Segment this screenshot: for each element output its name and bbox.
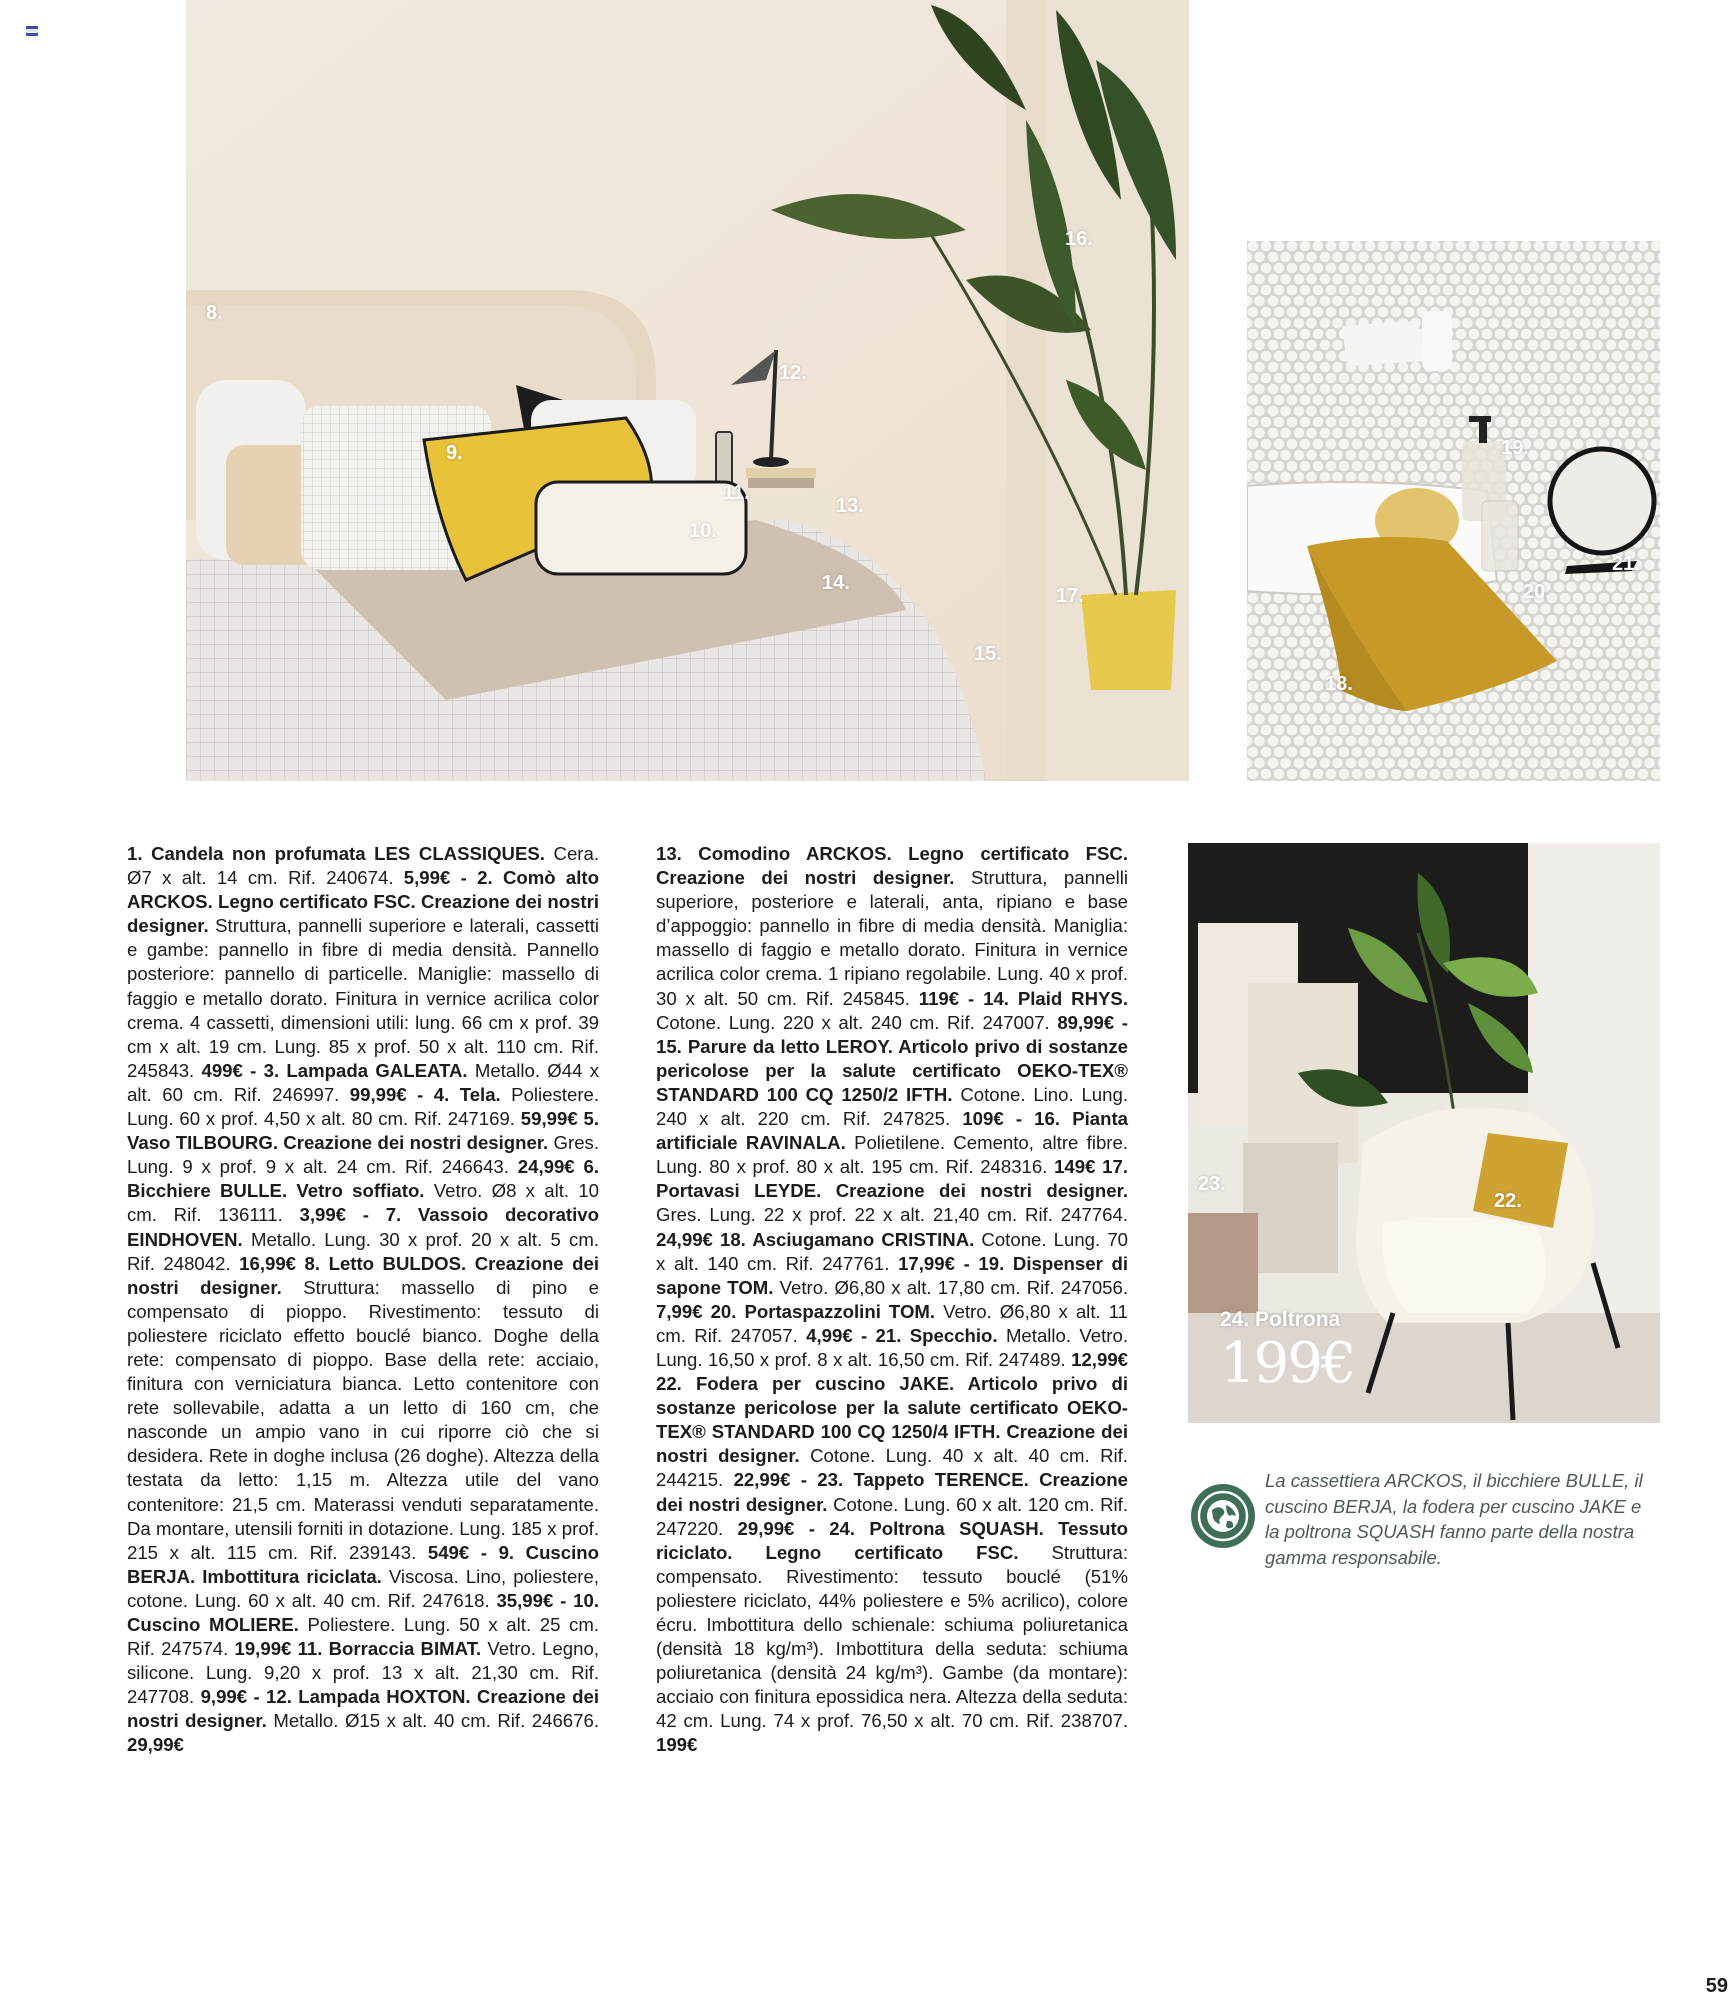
item-12-price: 29,99€ <box>127 1734 184 1756</box>
label-cushion-moliere: 10. <box>689 520 717 542</box>
item-14: 119€ - 14. Plaid RHYS. Cotone. Lung. 220 x alt. 240 cm. Rif. 247007. <box>656 987 1128 1033</box>
item-2: 5,99€ - 2. Comò alto ARCKOS. Legno certificato FSC. Creazione dei nostri designer. Struttura, pannelli superiore e laterali, cassetti e gambe: pannello in fibre di media densità. Pannello posteriore: pannello di particelle. Maniglie: massello di faggio e metallo dorato. Finitura in vernice acrilica color crema. 4 cassetti, dimensioni utili: lung. 66 cm x prof. 39 cm x alt. 19 cm. Lung. 85 x prof. 50 x alt. 110 cm. Rif. 245843. <box>127 867 599 1081</box>
flag-icon <box>26 26 38 36</box>
label-nightstand: 13. <box>836 495 864 517</box>
item-8: 16,99€ 8. Letto BULDOS. Creazione dei nostri designer. Struttura: massello di pino e compensato di pioppo. Rivestimento: tessuto di poliestere riciclato effetto bouclé bianco. Doghe della rete: compensato di pioppo. Base della rete: acciaio, finitura con verniciatura bianca. Letto contenitore con rete sollevabile, adatta a un letto di 160 cm, che nasconde un ampio vano in cui riporre ciò che si desidera. Rete in doghe inclusa (26 doghe). Altezza della testata da letto: 1,15 m. Altezza utile del vano contenitore: 21,5 cm. Materassi venduti separatamente. Da montare, utensili forniti in dotazione. Lung. 185 x prof. 215 x alt. 115 cm. Rif. 239143. <box>127 1252 599 1563</box>
chair-price: 199€ <box>1220 1331 1355 1396</box>
item-17: 149€ 17. Portavasi LEYDE. Creazione dei nostri designer. Gres. Lung. 22 x prof. 22 x alt. 21,40 cm. Rif. 247764. <box>656 1156 1128 1226</box>
item-24-price: 199€ <box>656 1734 698 1756</box>
item-10: 35,99€ - 10. Cuscino MOLIERE. Poliestere. Lung. 50 x alt. 25 cm. Rif. 247574. <box>127 1589 599 1660</box>
eco-note: La cassettiera ARCKOS, il bicchiere BULLE, il cuscino BERJA, la fodera per cuscino JAKE e la poltrona SQUASH fanno parte della nostra gamma responsabile. <box>1265 1470 1643 1568</box>
label-cushion-jake: 22. <box>1494 1190 1522 1212</box>
item-11: 19,99€ 11. Borraccia BIMAT. Vetro. Legno, silicone. Lung. 9,20 x prof. 13 x alt. 21,30 cm. Rif. 247708. <box>127 1638 599 1708</box>
item-9: 549€ - 9. Cuscino BERJA. Imbottitura riciclata. Viscosa. Lino, poliestere, cotone. Lung. 60 x alt. 40 cm. Rif. 247618. <box>127 1541 599 1611</box>
label-bedding: 15. <box>974 643 1002 665</box>
bedroom-photo <box>186 0 1189 781</box>
item-13: 13. Comodino ARCKOS. Legno certificato FSC. Creazione dei nostri designer. Struttura, pannelli superiore, posteriore e laterali, anta, ripiano e base d’appoggio: pannello in fibre di media densità. Maniglia: massello di faggio e metallo dorato. Finitura in vernice acrilica color crema. 1 ripiano regolabile. Lung. 40 x prof. 30 x alt. 50 cm. Rif. 245845. <box>656 843 1128 1009</box>
item-21: 4,99€ - 21. Specchio. Metallo. Vetro. Lung. 16,50 x prof. 8 x alt. 16,50 cm. Rif. 247489. <box>656 1324 1128 1370</box>
text-column-right <box>656 842 1128 1758</box>
text-column-left <box>127 842 599 1758</box>
item-19: 17,99€ - 19. Dispenser di sapone TOM. Vetro. Ø6,80 x alt. 17,80 cm. Rif. 247056. <box>656 1252 1129 1298</box>
label-bed: 8. <box>206 302 223 324</box>
item-15: 89,99€ - 15. Parure da letto LEROY. Articolo privo di sostanze pericolose per la salute certificato OEKO-TEX® STANDARD 100 CQ 1250/2 IFTH. Cotone. Lino. Lung. 240 x alt. 220 cm. Rif. 247825. <box>656 1011 1128 1130</box>
item-23: 22,99€ - 23. Tappeto TERENCE. Creazione dei nostri designer. Cotone. Lung. 60 x alt. 120 cm. Rif. 247220. <box>656 1469 1128 1539</box>
armchair-photo <box>1188 843 1660 1423</box>
label-brush-holder: 20. <box>1523 581 1551 603</box>
item-5: 59,99€ 5. Vaso TILBOURG. Creazione dei nostri designer. Gres. Lung. 9 x prof. 9 x alt. 24 cm. Rif. 246643. <box>127 1108 599 1178</box>
item-3: 499€ - 3. Lampada GALEATA. Metallo. Ø44 x alt. 60 cm. Rif. 246997. <box>127 1059 599 1105</box>
label-mirror: 21. <box>1612 553 1640 575</box>
label-rug: 23. <box>1198 1173 1226 1195</box>
item-7: 3,99€ - 7. Vassoio decorativo EINDHOVEN. Metallo. Lung. 30 x prof. 20 x alt. 5 cm. Rif. 248042. <box>127 1204 599 1274</box>
bedroom-illustration <box>186 0 1189 781</box>
item-20: 7,99€ 20. Portaspazzolini TOM. Vetro. Ø6,80 x alt. 11 cm. Rif. 247057. <box>656 1300 1129 1346</box>
label-towel: 18. <box>1325 673 1353 695</box>
chair-caption: 24. Poltrona <box>1220 1308 1341 1331</box>
item-22: 12,99€ 22. Fodera per cuscino JAKE. Articolo privo di sostanze pericolose per la salute certificato OEKO-TEX® STANDARD 100 CQ 1250/4 IFTH. Creazione dei nostri designer. Cotone. Lung. 40 x alt. 40 cm. Rif. 244215. <box>656 1348 1128 1491</box>
label-lamp: 12. <box>779 362 807 384</box>
label-cushion-berja: 9. <box>446 442 463 464</box>
label-plaid: 14. <box>822 572 850 594</box>
item-12: 9,99€ - 12. Lampada HOXTON. Creazione dei nostri designer. Metallo. Ø15 x alt. 40 cm. Rif. 246676. <box>127 1686 599 1732</box>
label-dispenser: 19. <box>1501 437 1529 459</box>
item-18: 24,99€ 18. Asciugamano CRISTINA. Cotone. Lung. 70 x alt. 140 cm. Rif. 247761. <box>656 1228 1128 1274</box>
item-24: 29,99€ - 24. Poltrona SQUASH. Tessuto riciclato. Legno certificato FSC. Struttura: compensato. Rivestimento: tessuto bouclé (51% poliestere riciclato, 44% poliestere e 5% acrilico), colore écru. Imbottitura dello schienale: schiuma poliuretanica (densità 18 kg/m³). Imbottitura della seduta: schiuma poliuretanica (densità 24 kg/m³). Gambe (da montare): acciaio con finitura epossidica nera. Altezza della seduta: 42 cm. Lung. 74 x prof. 76,50 x alt. 70 cm. Rif. 238707. <box>656 1517 1129 1732</box>
page-number: 59 <box>1705 1975 1728 1997</box>
item-1: 1. Candela non profumata LES CLASSIQUES. Cera. Ø7 x alt. 14 cm. Rif. 240674. <box>127 843 600 889</box>
bathroom-photo <box>1247 241 1660 781</box>
globe-eco-icon <box>1190 1483 1256 1549</box>
label-plant: 16. <box>1065 228 1093 250</box>
label-bottle: 11. <box>723 482 750 504</box>
item-6: 24,99€ 6. Bicchiere BULLE. Vetro soffiato. Vetro. Ø8 x alt. 10 cm. Rif. 136111. <box>127 1156 599 1226</box>
item-4: 99,99€ - 4. Tela. Poliestere. Lung. 60 x prof. 4,50 x alt. 80 cm. Rif. 247169. <box>127 1083 600 1130</box>
bathroom-illustration <box>1247 241 1660 781</box>
item-16: 109€ - 16. Pianta artificiale RAVINALA. Polietilene. Cemento, altre fibre. Lung. 80 x prof. 80 x alt. 195 cm. Rif. 248316. <box>656 1108 1128 1178</box>
label-vase: 17. <box>1056 585 1084 607</box>
